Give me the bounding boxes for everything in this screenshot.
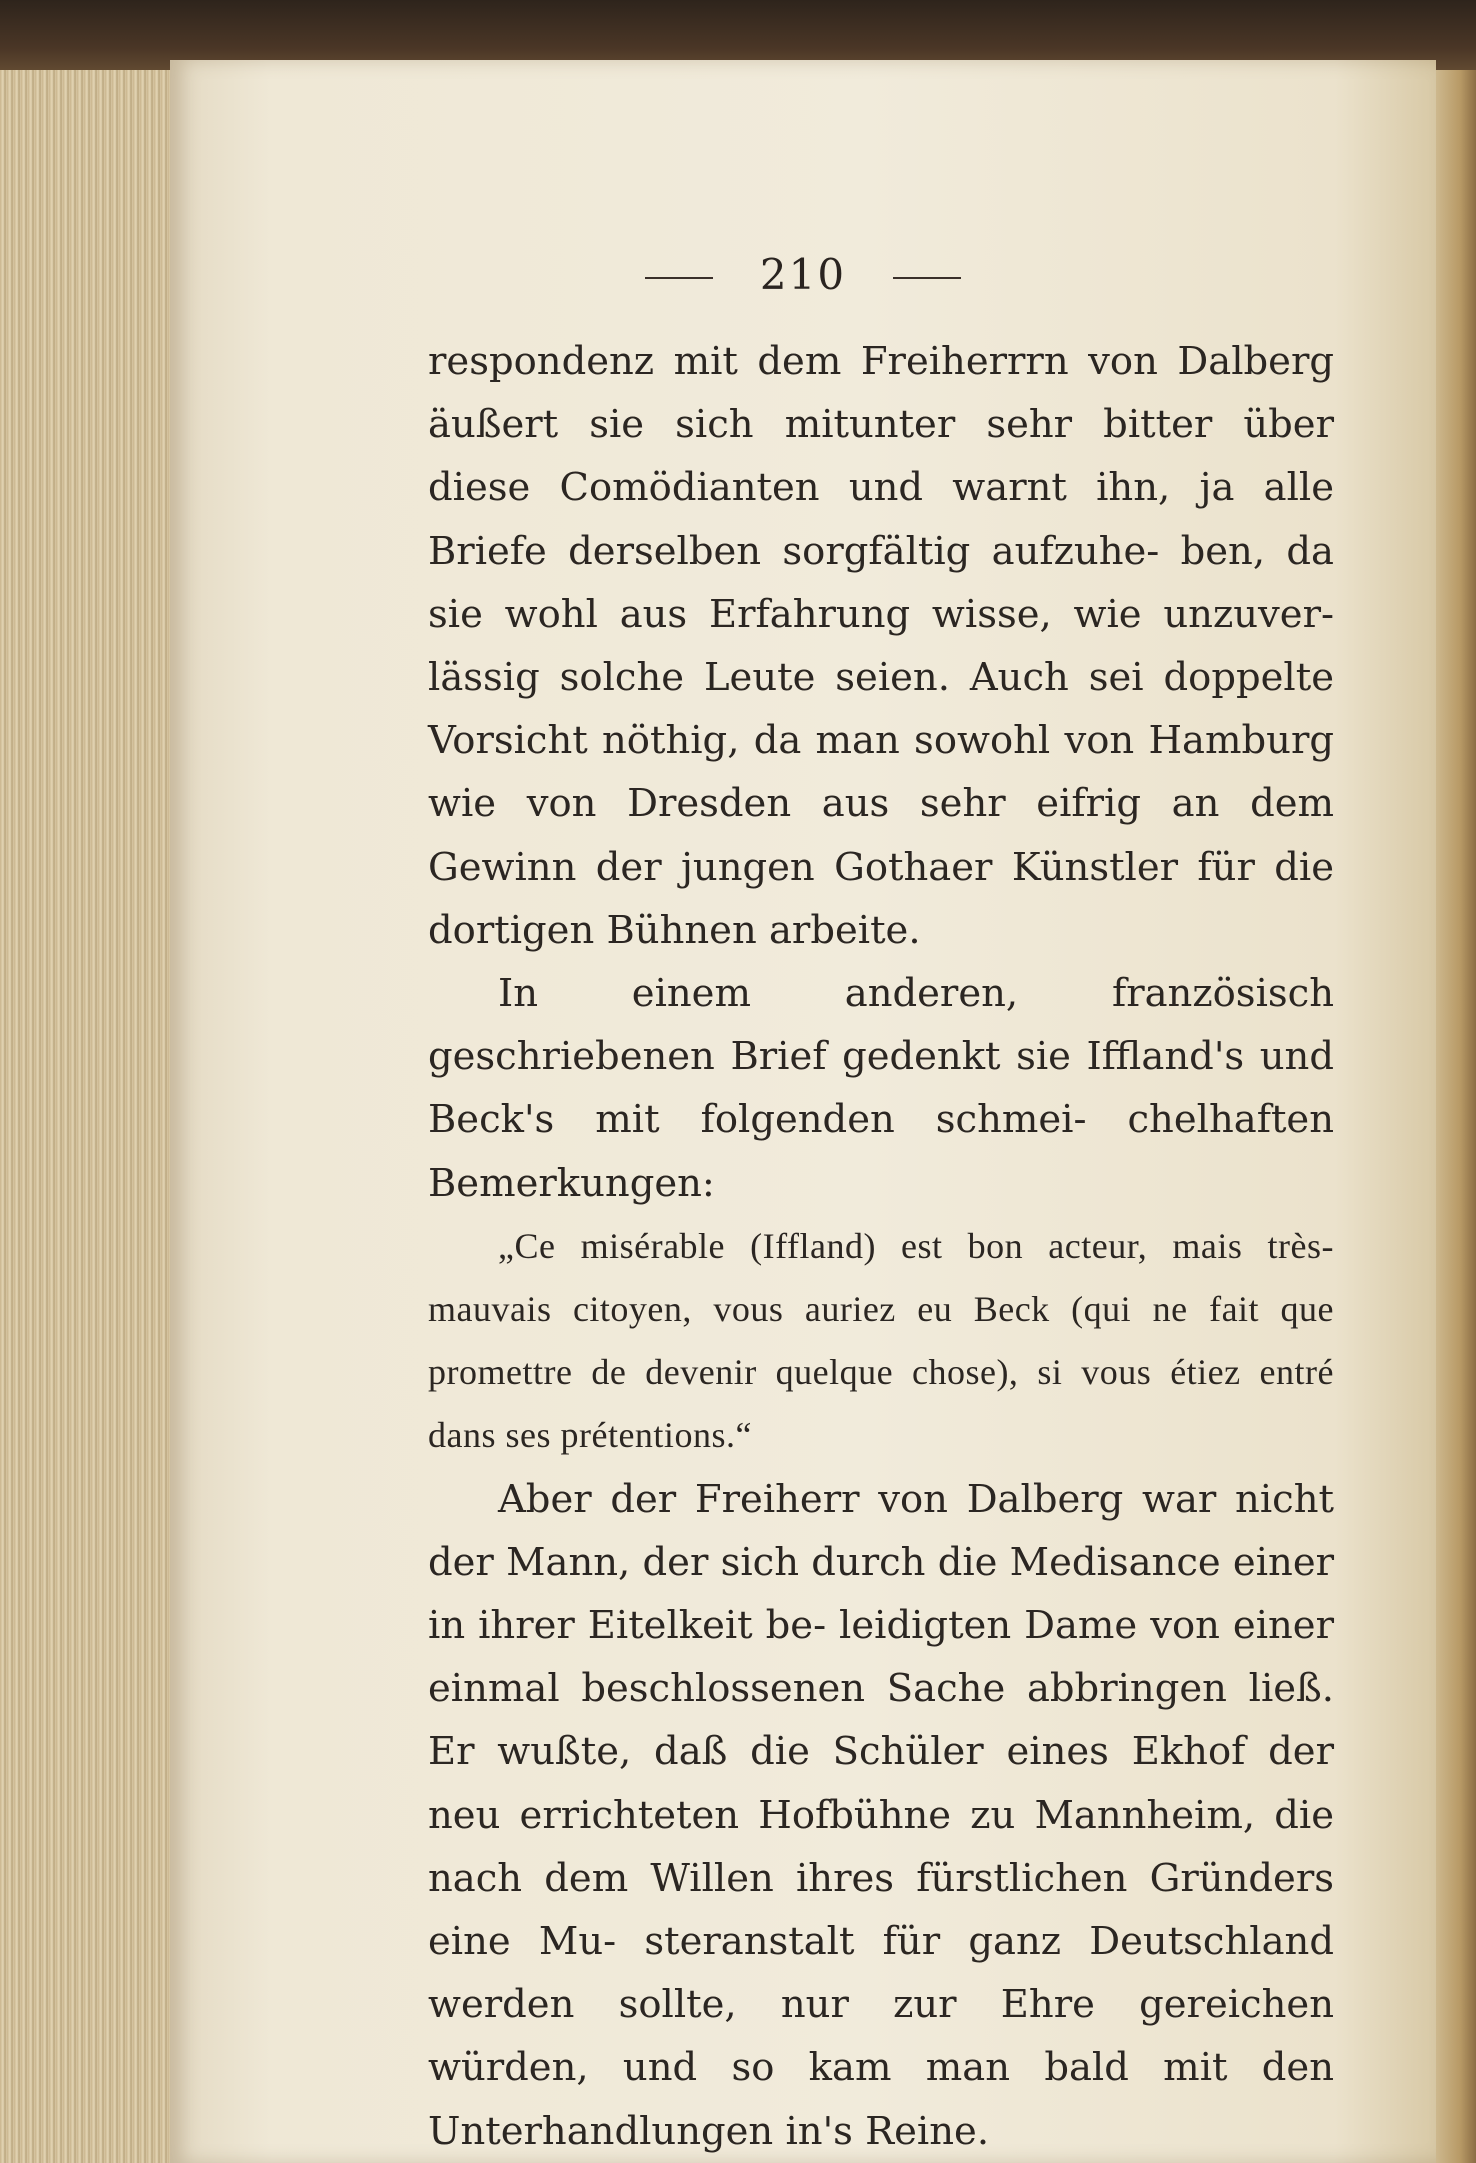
paragraph-3-french-quote: „Ce misérable (Iffland) est bon acteur, mais très- mauvais citoyen, vous auriez eu Beck (qui ne fait que promettre de devenir quelque chose), si vous étiez entré dans ses prétentions.“ (428, 1225, 1334, 1456)
paragraph-2: In einem anderen, französisch geschriebenen Brief gedenkt sie Iffland's und Beck's mit folgenden schmei- chelhaften Bemerkungen: (428, 971, 1334, 1206)
header-rule-right (893, 277, 961, 279)
header-rule-left (645, 277, 713, 279)
body-text (428, 330, 1334, 2163)
page-stack-edge (0, 70, 180, 2163)
paragraph-4: Aber der Freiherr von Dalberg war nicht der Mann, der sich durch die Medisance einer in ihrer Eitelkeit be- leidigten Dame von einer einmal beschlossenen Sache abbringen ließ. Er wußte, daß die Schüler eines Ekhof der neu errichteten Hofbühne zu Mannheim, die nach dem Willen ihres fürstlichen Gründers eine Mu- steranstalt für ganz Deutschland werden sollte, nur zur Ehre gereichen würden, und so kam man bald mit den Unterhandlungen in's Reine. (428, 1476, 1335, 2154)
book-cover-edge (1436, 70, 1476, 2163)
page-number: 210 (759, 250, 847, 299)
page-header (170, 250, 1436, 299)
book-page (170, 60, 1436, 2163)
paragraph-1: respondenz mit dem Freiherrrn von Dalberg äußert sie sich mitunter sehr bitter über diese Comödianten und warnt ihn, ja alle Briefe derselben sorgfältig aufzuhe- ben, da sie wohl aus Erfahrung wisse, wie unzuver- lässig solche Leute seien. Auch sei doppelte Vorsicht nöthig, da man sowohl von Hamburg wie von Dresden aus sehr eifrig an dem Gewinn der jungen Gothaer Künstler für die dortigen Bühnen arbeite. (428, 339, 1334, 953)
